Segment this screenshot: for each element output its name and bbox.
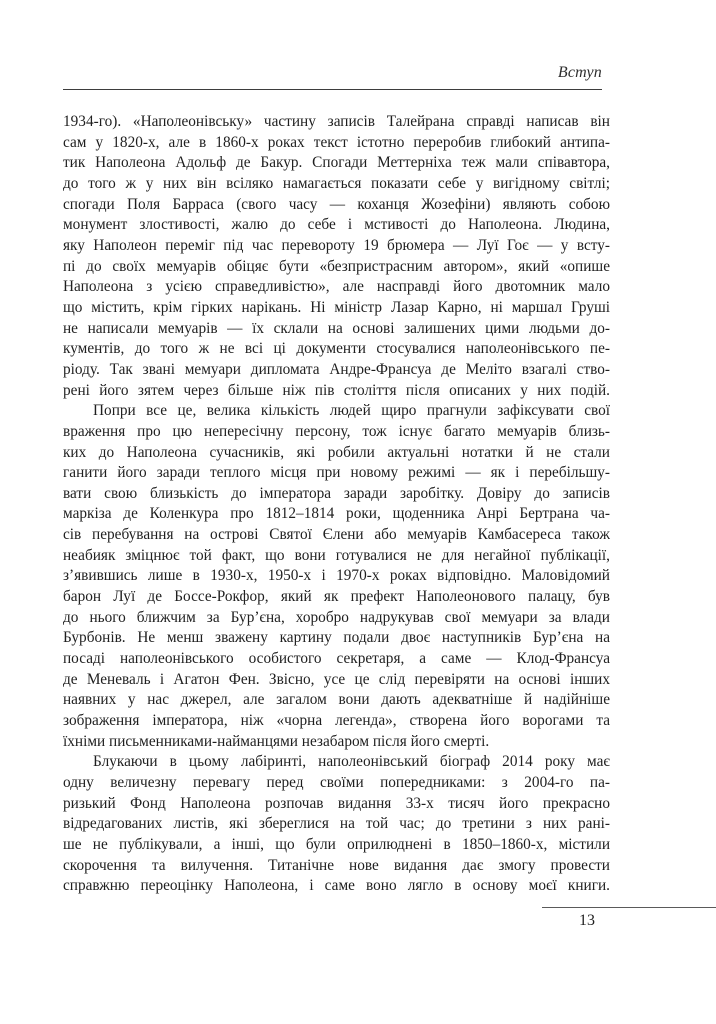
text-line: де Меневаль і Агатон Фен. Звісно, усе це слід перевіряти на основі інших — [63, 670, 610, 688]
paragraph — [63, 112, 610, 401]
text-line: маркіза де Коленкура про 1812–1814 роки, щоденника Анрі Бертрана ча- — [63, 505, 610, 523]
text-line: Блукаючи в цьому лабіринті, наполеонівський біограф 2014 року має — [93, 753, 610, 771]
text-line: враження про цю непересічну персону, тож існує багато мемуарів близь- — [63, 422, 610, 440]
text-line: кументів, до того ж не всі ці документи стосувалися наполеонівського пе- — [63, 340, 610, 358]
text-line: Наполеона з усією справедливістю», але насправді його двотомник мало — [63, 278, 610, 296]
text-line: барон Луї де Боссе-Рокфор, який як префект Наполеонового палацу, був — [63, 588, 610, 606]
text-line: їхніми письменниками-найманцями незабаром після його смерті. — [63, 732, 490, 750]
text-line: ких до Наполеона сучасників, які робили актуальні нотатки й не стали — [63, 443, 610, 461]
body-text — [63, 112, 610, 897]
text-line: сів перебування на острові Святої Єлени або мемуарів Камбасереса також — [63, 526, 610, 544]
text-line: зображення імператора, ніж «чорна легенда», створена його ворогами та — [63, 712, 610, 730]
text-line: наявних у нас джерел, але загалом вони дають адекватніше й надійніше — [63, 691, 610, 709]
text-line: тик Наполеона Адольф де Бакур. Спогади Меттерніха теж мали співавтора, — [63, 154, 610, 172]
text-line: скорочення та вилучення. Титанічне нове видання дає змогу провести — [63, 856, 610, 874]
text-line: ризький Фонд Наполеона розпочав видання 33-х тисяч його прекрасно — [63, 794, 610, 812]
text-line: пі до своїх мемуарів обіцяє бути «безпристрасним автором», який «опише — [63, 257, 610, 275]
page-header — [63, 64, 602, 90]
paragraph — [63, 752, 610, 897]
text-line: монумент злостивості, жалю до себе і мстивості до Наполеона. Людина, — [63, 216, 610, 234]
text-line: відредагованих листів, які збереглися на той час; до третини з них рані- — [63, 815, 610, 833]
text-line: рені його зятем через більше ніж пів століття після описаних у них подій. — [63, 381, 610, 399]
page-number: 13 — [579, 912, 595, 929]
text-line: вати свою близькість до імператора заради заробітку. Довіру до записів — [63, 484, 610, 502]
text-line: яку Наполеон переміг під час перевороту 19 брюмера — Луї Гоє — у всту- — [63, 236, 610, 254]
text-line: що містить, крім гірких нарікань. Ні міністр Лазар Карно, ні маршал Груші — [63, 298, 610, 316]
text-line: посаді наполеонівського особистого секретаря, а саме — Клод-Франсуа — [63, 650, 610, 668]
text-line: ріоду. Так звані мемуари дипломата Андре-Франсуа де Меліто взагалі ство- — [63, 360, 610, 378]
text-line: 1934-го). «Наполеонівську» частину записів Талейрана справді написав він — [63, 113, 610, 130]
text-line: ганити його заради теплого місця при новому режимі — як і перебільшу- — [63, 464, 610, 482]
text-line: одну величезну перевагу перед своїми попередниками: з 2004-го па- — [63, 774, 610, 791]
text-line: сам у 1820-х, але в 1860-х роках текст істотно переробив глибокий антипа- — [63, 133, 610, 151]
text-line: спогади Поля Барраса (свого часу — коханця Жозефіни) являють собою — [63, 195, 610, 213]
text-line: справжню переоцінку Наполеона, і саме воно лягло в основу моєї книги. — [63, 877, 610, 895]
text-line: Попри все це, велика кількість людей щиро прагнули зафіксувати свої — [93, 402, 610, 420]
paragraph — [63, 401, 610, 752]
running-title: Вступ — [557, 64, 602, 81]
text-line: ше не публікували, а інші, що були оприлюднені в 1850–1860-х, містили — [63, 835, 610, 853]
text-line: не написали мемуарів — їх склали на основі залишених цими людьми до- — [63, 319, 610, 337]
text-line: до нього ближчим за Бур’єна, хоробро надрукував свої мемуари за влади — [63, 608, 610, 626]
text-line: неабияк зміцнює той факт, що вони готувалися не для негайної публікації, — [63, 546, 610, 564]
text-line: з’явившись лише в 1930-х, 1950-х і 1970-х роках відповідно. Маловідомий — [63, 567, 610, 585]
text-line: до того ж у них він всіляко намагається показати себе у вигідному світлі; — [63, 174, 610, 192]
page-footer — [542, 907, 716, 930]
text-line: Бурбонів. Не менш зважену картину подали двоє наступників Бур’єна на — [63, 629, 610, 647]
